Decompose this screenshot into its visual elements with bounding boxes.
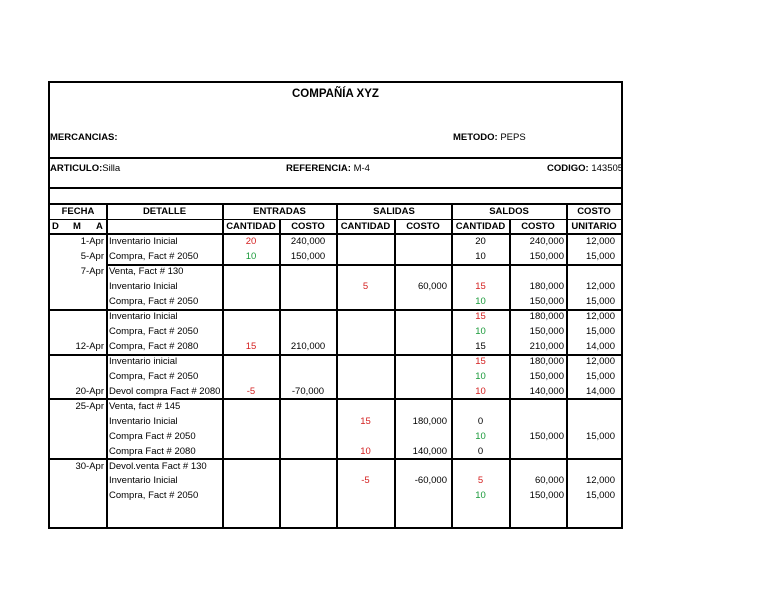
codigo-value: 143505 xyxy=(591,163,624,174)
cell-sld-costo: 210,000 xyxy=(529,341,564,352)
cell-ent-cantidad: 10 xyxy=(245,251,257,262)
header-d: D xyxy=(52,221,59,232)
cell-detalle: Venta, Fact # 130 xyxy=(109,266,184,277)
cell-detalle: Compra, Fact # 2050 xyxy=(109,371,199,382)
table-row xyxy=(50,341,621,355)
table-row xyxy=(50,401,621,415)
table-row xyxy=(50,490,621,504)
cell-sld-cantidad: 5 xyxy=(477,475,484,486)
cell-fecha: 12-Apr xyxy=(75,341,104,352)
header-m: M xyxy=(73,221,81,232)
cell-sld-cantidad: 10 xyxy=(475,251,486,262)
table-row xyxy=(50,356,621,370)
table-row xyxy=(50,236,621,250)
cell-fecha: 7-Apr xyxy=(80,266,104,277)
cell-sld-costo: 150,000 xyxy=(529,371,564,382)
table-row xyxy=(50,475,621,489)
cell-fecha: 25-Apr xyxy=(75,401,104,412)
cell-detalle: Compra, Fact # 2050 xyxy=(109,490,199,501)
header-a: A xyxy=(96,221,103,232)
articulo-value: Silla xyxy=(102,163,121,174)
divider-line xyxy=(50,157,621,159)
cell-ent-cantidad: 15 xyxy=(245,341,257,352)
articulo-field xyxy=(50,163,120,174)
cell-sld-costo: 150,000 xyxy=(529,296,564,307)
cell-costo-unitario: 15,000 xyxy=(585,371,615,382)
cell-fecha: 30-Apr xyxy=(75,461,104,472)
cell-sld-cantidad: 15 xyxy=(475,356,486,367)
table-row xyxy=(50,311,621,325)
cell-sld-cantidad: 10 xyxy=(475,326,486,337)
cell-ent-costo: -70,000 xyxy=(291,386,325,397)
cell-fecha: 1-Apr xyxy=(80,236,104,247)
cell-sal-costo: 60,000 xyxy=(417,281,447,292)
metodo-field xyxy=(453,132,526,143)
table-row xyxy=(50,251,621,265)
cell-sld-cantidad: 10 xyxy=(475,431,486,442)
header-ent-costo: COSTO xyxy=(291,221,325,232)
cell-detalle: Inventario Inicial xyxy=(109,311,178,322)
cell-sld-costo: 180,000 xyxy=(529,281,564,292)
cell-detalle: Devol.venta Fact # 130 xyxy=(109,461,207,472)
cell-sld-cantidad: 0 xyxy=(477,446,484,457)
cell-ent-cantidad: -5 xyxy=(246,386,256,397)
cell-sld-cantidad: 10 xyxy=(475,490,486,501)
cell-costo-unitario: 12,000 xyxy=(585,281,615,292)
header-sal-cantidad: CANTIDAD xyxy=(340,221,391,232)
cell-sal-cantidad: 5 xyxy=(362,281,369,292)
referencia-value: M-4 xyxy=(353,163,370,174)
cell-costo-unitario: 15,000 xyxy=(585,431,615,442)
cell-detalle: Compra, Fact # 2080 xyxy=(109,341,199,352)
cell-detalle: Compra Fact # 2050 xyxy=(109,431,196,442)
header-entradas: ENTRADAS xyxy=(253,206,306,217)
cell-costo-unitario: 14,000 xyxy=(585,386,615,397)
referencia-label: REFERENCIA: xyxy=(286,163,351,174)
cell-costo-unitario: 15,000 xyxy=(585,251,615,262)
company-title: COMPAÑÍA XYZ xyxy=(292,88,379,100)
cell-detalle: Compra, Fact # 2050 xyxy=(109,326,199,337)
header-sal-costo: COSTO xyxy=(406,221,440,232)
cell-sld-cantidad: 15 xyxy=(475,281,486,292)
header-ent-cantidad: CANTIDAD xyxy=(226,221,276,232)
table-row xyxy=(50,416,621,430)
cell-sal-costo: 140,000 xyxy=(412,446,447,457)
metodo-label: METODO: xyxy=(453,132,498,143)
table-row xyxy=(50,326,621,340)
cell-costo-unitario: 12,000 xyxy=(585,236,615,247)
cell-sld-costo: 150,000 xyxy=(529,431,564,442)
table-row xyxy=(50,281,621,295)
cell-ent-cantidad: 20 xyxy=(245,236,257,247)
kardex-sheet xyxy=(48,81,623,529)
cell-sal-cantidad: 10 xyxy=(360,446,371,457)
cell-sld-costo: 150,000 xyxy=(529,251,564,262)
table-row xyxy=(50,266,621,280)
cell-sal-cantidad: 15 xyxy=(360,416,371,427)
cell-detalle: Inventario Inicial xyxy=(109,281,178,292)
cell-sld-cantidad: 15 xyxy=(475,311,486,322)
cell-detalle: Compra Fact # 2080 xyxy=(109,446,196,457)
cell-sld-costo: 140,000 xyxy=(529,386,564,397)
cell-sld-cantidad: 10 xyxy=(475,386,486,397)
kardex-table xyxy=(50,203,621,529)
cell-detalle: Inventario Inicial xyxy=(109,416,178,427)
cell-costo-unitario: 12,000 xyxy=(585,475,615,486)
table-row xyxy=(50,371,621,385)
cell-sld-cantidad: 20 xyxy=(475,236,486,247)
cell-detalle: Inventario Inicial xyxy=(109,475,178,486)
cell-costo-unitario: 15,000 xyxy=(585,326,615,337)
cell-sld-costo: 150,000 xyxy=(529,326,564,337)
cell-sal-costo: 180,000 xyxy=(412,416,447,427)
cell-ent-costo: 240,000 xyxy=(290,236,326,247)
cell-sld-costo: 150,000 xyxy=(529,490,564,501)
table-row xyxy=(50,431,621,445)
referencia-field xyxy=(286,163,370,174)
table-row xyxy=(50,461,621,475)
cell-costo-unitario: 14,000 xyxy=(585,341,615,352)
codigo-field xyxy=(547,163,623,174)
cell-sal-costo: -60,000 xyxy=(414,475,447,486)
mercancias-label: MERCANCIAS: xyxy=(50,132,118,143)
cell-fecha: 20-Apr xyxy=(75,386,104,397)
cell-detalle: Inventario Inicial xyxy=(109,236,178,247)
articulo-label: ARTICULO: xyxy=(50,163,103,174)
cell-sal-cantidad: -5 xyxy=(361,475,370,486)
cell-sld-cantidad: 0 xyxy=(477,416,484,427)
cell-detalle: Compra, Fact # 2050 xyxy=(109,296,199,307)
cell-detalle: Devol compra Fact # 2080 xyxy=(109,386,221,397)
cell-detalle: Venta, fact # 145 xyxy=(109,401,181,412)
cell-costo-unitario: 15,000 xyxy=(585,296,615,307)
divider-line xyxy=(50,187,621,189)
table-row xyxy=(50,446,621,460)
header-detalle: DETALLE xyxy=(142,206,187,217)
cell-costo-unitario: 12,000 xyxy=(585,311,615,322)
cell-fecha: 5-Apr xyxy=(80,251,104,262)
cell-sld-cantidad: 15 xyxy=(475,341,486,352)
cell-costo-unitario: 12,000 xyxy=(585,356,615,367)
cell-sld-costo: 60,000 xyxy=(534,475,564,486)
header-fecha: FECHA xyxy=(61,206,95,217)
cell-sld-costo: 240,000 xyxy=(529,236,564,247)
header-salidas: SALIDAS xyxy=(373,206,415,217)
header-sld-cantidad: CANTIDAD xyxy=(455,221,506,232)
cell-sld-cantidad: 10 xyxy=(475,296,486,307)
header-saldos: SALDOS xyxy=(489,206,529,217)
cell-ent-costo: 150,000 xyxy=(290,251,326,262)
cell-detalle: Compra, Fact # 2050 xyxy=(109,251,199,262)
metodo-value: PEPS xyxy=(500,132,526,143)
cell-detalle: Inventario inicial xyxy=(109,356,178,367)
codigo-label: CODIGO: xyxy=(547,163,589,174)
cell-sld-costo: 180,000 xyxy=(529,356,564,367)
table-row xyxy=(50,296,621,310)
header-costo-unitario-top: COSTO xyxy=(577,206,611,217)
cell-sld-cantidad: 10 xyxy=(475,371,486,382)
table-row xyxy=(50,386,621,400)
cell-ent-costo: 210,000 xyxy=(290,341,326,352)
cell-costo-unitario: 15,000 xyxy=(585,490,615,501)
cell-sld-costo: 180,000 xyxy=(529,311,564,322)
header-costo-unitario-bottom: UNITARIO xyxy=(571,221,617,232)
header-sld-costo: COSTO xyxy=(521,221,555,232)
